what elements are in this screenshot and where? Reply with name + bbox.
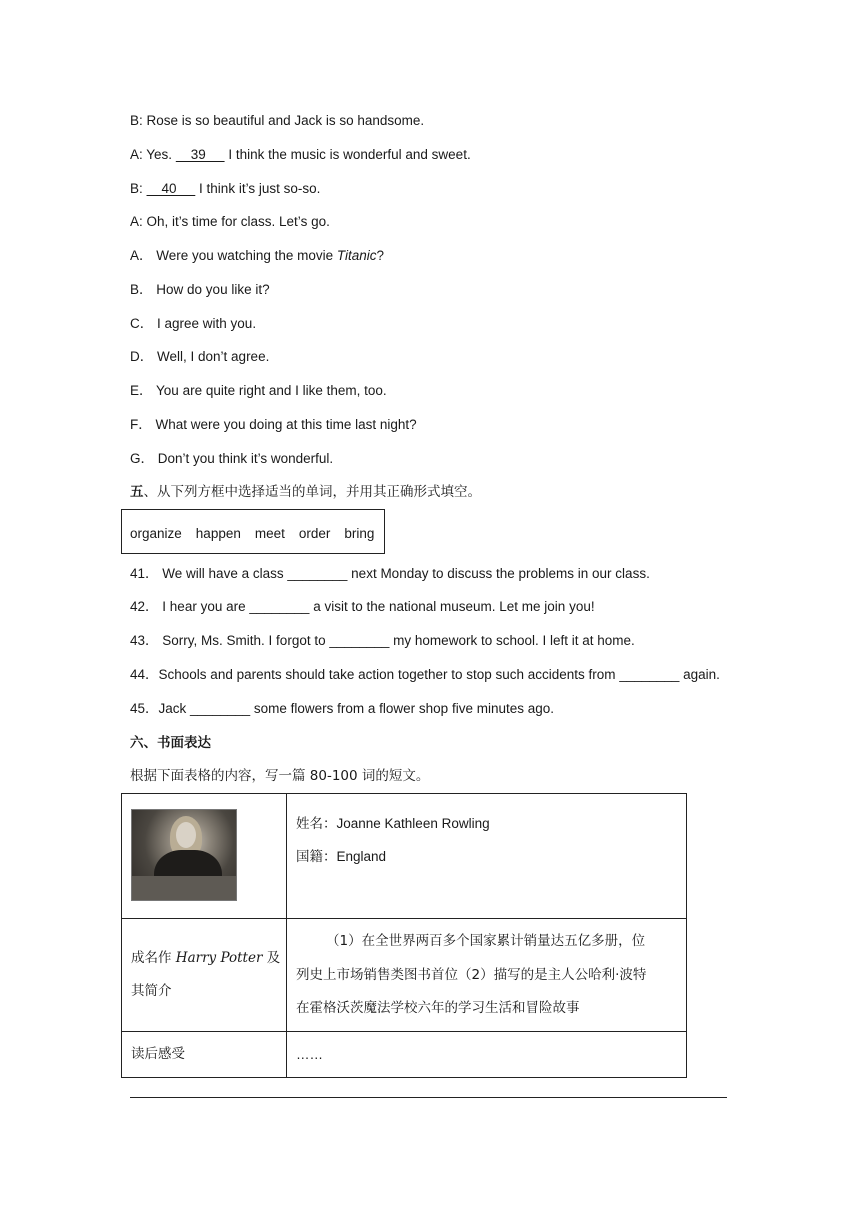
work-label-text: 成名作 bbox=[131, 950, 176, 966]
nationality-value: England bbox=[336, 849, 387, 864]
option-text: Don’t you think it’s wonderful. bbox=[157, 451, 334, 466]
word-item: meet bbox=[254, 526, 285, 541]
name-label: 姓名： bbox=[296, 816, 337, 832]
work-desc-line2: 列史上市场销售类图书首位（2）描写的是主人公哈利·波特 bbox=[296, 967, 647, 983]
question-number: 45． bbox=[130, 701, 159, 716]
question-number: 41． bbox=[130, 566, 159, 581]
question-text: Jack bbox=[158, 701, 191, 716]
question-number: 43． bbox=[130, 633, 159, 648]
option-label: C． bbox=[130, 316, 154, 331]
dialog-text: A: Oh, it’s time for class. Let’s go. bbox=[130, 214, 330, 229]
section-5-heading bbox=[130, 483, 481, 501]
option-c bbox=[130, 315, 256, 333]
info-table bbox=[121, 793, 687, 1078]
option-text: Were you watching the movie bbox=[156, 248, 337, 263]
question-text: We will have a class bbox=[162, 566, 288, 581]
section-6-instruction: 根据下面表格的内容，写一篇 80-100 词的短文。 bbox=[130, 768, 430, 784]
section-6-heading: 六、书面表达 bbox=[130, 735, 211, 751]
section-title: 、从下列方框中选择适当的单词，并用其正确形式填空。 bbox=[143, 484, 481, 500]
question-text: my homework to school. I left it at home. bbox=[389, 633, 635, 648]
question-text: some flowers from a flower shop five minutes ago. bbox=[250, 701, 555, 716]
dialog-line-4 bbox=[130, 213, 330, 231]
review-label: 读后感受 bbox=[131, 1046, 185, 1062]
review-value: …… bbox=[296, 1047, 323, 1062]
word-list bbox=[130, 526, 374, 541]
dialog-line-2 bbox=[130, 146, 471, 164]
option-label: G． bbox=[130, 451, 155, 466]
answer-blank[interactable]: ________ bbox=[329, 633, 390, 648]
question-text: Sorry, Ms. Smith. I forgot to bbox=[162, 633, 330, 648]
dialog-text: B: bbox=[130, 181, 147, 196]
dialog-text: A: Yes. bbox=[130, 147, 176, 162]
work-desc-line3: 在霍格沃茨魔法学校六年的学习生活和冒险故事 bbox=[296, 1000, 580, 1016]
option-text: How do you like it? bbox=[156, 282, 270, 297]
question-number: 42． bbox=[130, 599, 159, 614]
table-divider bbox=[122, 1031, 686, 1032]
work-title: Harry Potter bbox=[175, 950, 263, 966]
question-text: again. bbox=[679, 667, 720, 682]
option-text: Well, I don’t agree. bbox=[157, 349, 270, 364]
dialog-line-1 bbox=[130, 112, 424, 130]
option-label: F． bbox=[130, 417, 152, 432]
option-text: What were you doing at this time last night? bbox=[155, 417, 417, 432]
dialog-line-3 bbox=[130, 180, 320, 198]
nationality-label: 国籍： bbox=[296, 849, 337, 865]
work-desc-line1: （1）在全世界两百多个国家累计销量达五亿多册，位 bbox=[326, 933, 646, 949]
question-number: 44． bbox=[130, 667, 159, 682]
option-g bbox=[130, 450, 333, 468]
option-d bbox=[130, 348, 269, 366]
question-text: next Monday to discuss the problems in our class. bbox=[347, 566, 650, 581]
work-label-text: 及 bbox=[262, 950, 281, 966]
option-a bbox=[130, 247, 384, 265]
photo-face bbox=[176, 822, 196, 848]
answer-blank-40[interactable]: 40 bbox=[146, 181, 196, 196]
work-label-line2: 其简介 bbox=[131, 983, 172, 999]
question-43 bbox=[130, 632, 635, 650]
writing-line[interactable] bbox=[130, 1097, 727, 1098]
answer-blank[interactable]: ________ bbox=[619, 667, 680, 682]
option-label: E． bbox=[130, 383, 153, 398]
option-text: You are quite right and I like them, too. bbox=[156, 383, 387, 398]
option-f bbox=[130, 416, 417, 434]
dialog-text: I think the music is wonderful and sweet. bbox=[224, 147, 471, 162]
answer-blank[interactable]: ________ bbox=[287, 566, 348, 581]
answer-blank[interactable]: ________ bbox=[190, 701, 251, 716]
table-divider bbox=[122, 918, 686, 919]
option-tail: ? bbox=[376, 248, 385, 263]
word-item: organize bbox=[130, 526, 182, 541]
option-label: D． bbox=[130, 349, 154, 364]
question-text: Schools and parents should take action together to stop such accidents from bbox=[158, 667, 620, 682]
option-b bbox=[130, 281, 270, 299]
option-italic-title: Titanic bbox=[336, 248, 377, 263]
question-41 bbox=[130, 565, 650, 583]
question-45 bbox=[130, 700, 554, 718]
word-item: happen bbox=[195, 526, 241, 541]
answer-blank-39[interactable]: 39 bbox=[175, 147, 225, 162]
author-photo bbox=[131, 809, 237, 901]
dialog-text: B: Rose is so beautiful and Jack is so handsome. bbox=[130, 113, 425, 128]
question-42 bbox=[130, 598, 595, 616]
name-value: Joanne Kathleen Rowling bbox=[336, 816, 490, 831]
dialog-text: I think it’s just so-so. bbox=[195, 181, 321, 196]
answer-blank[interactable]: ________ bbox=[249, 599, 310, 614]
option-text: I agree with you. bbox=[157, 316, 257, 331]
question-text: a visit to the national museum. Let me join you! bbox=[309, 599, 595, 614]
option-label: A． bbox=[130, 248, 153, 263]
table-divider bbox=[286, 794, 287, 1077]
section-number: 五 bbox=[130, 484, 144, 500]
question-text: I hear you are bbox=[162, 599, 250, 614]
word-item: bring bbox=[344, 526, 375, 541]
work-label bbox=[131, 942, 280, 975]
word-box bbox=[121, 509, 385, 554]
nationality-row bbox=[296, 840, 386, 874]
option-e bbox=[130, 382, 387, 400]
option-label: B． bbox=[130, 282, 153, 297]
name-row bbox=[296, 807, 490, 841]
photo-table bbox=[132, 876, 237, 901]
question-44 bbox=[130, 666, 720, 684]
word-item: order bbox=[298, 526, 331, 541]
